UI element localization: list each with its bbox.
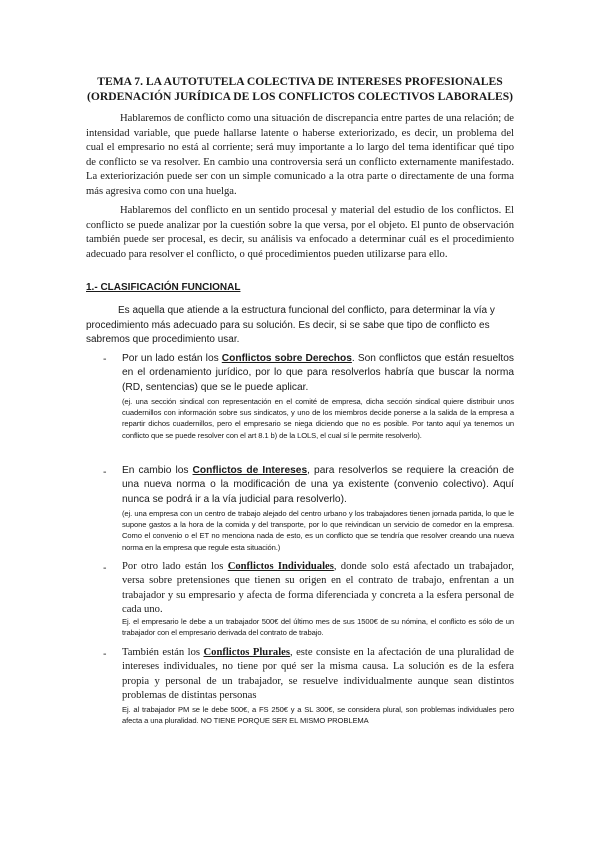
bullet-dash: - <box>103 353 107 365</box>
paragraph-procedural: Hablaremos del conflicto en un sentido procesal y material del estudio de los conflictos. El conflicto se puede analizar por la cuestión sobre la que versa, por el objeto. El punto de observación también puede ser procesal, es decir, su análisis va enfocado a determinar cuál es el procedimiento adecuado para resolver el conflicto, o qué procedimientos pueden utilizarse para ello. <box>86 205 514 260</box>
list-item-intereses: En cambio los Conflictos de Intereses, para resolverlos se requiere la creación de una nueva norma o la modificación de una ya existente (convenio colectivo). Aquí nunca se podrá ir a la vía judicial para resolverlo). <box>122 465 514 505</box>
list-item-plurales: También están los Conflictos Plurales, este consiste en la afectación de una pluralidad de intereses individuales, no tiene por qué ser la misma causa. La solución es de la esfera propia y personal de un trabajador, se resuelve individualmente aunque sean distintos problemas de distintas personas <box>122 647 514 702</box>
term-conflictos-derechos: Conflictos sobre Derechos <box>221 353 352 364</box>
bullet-dash: - <box>103 466 107 478</box>
list-item-individuales: Por otro lado están los Conflictos Individuales, donde solo está afectado un trabajador, versa sobre pretensiones que tienen su origen en el contrato de trabajo, enfrentan a un trabajador y su empresario y afecta de forma diferenciada y concreta a la esfera personal de cada uno. <box>122 561 514 616</box>
example-intereses: (ej. una empresa con un centro de trabajo alejado del centro urbano y los trabajadores tienen jornada partida, lo que le supone gastos a la hora de la comida y del transporte, por lo que reivindican un servicio de comedor en la empresa. Como el convenio o el ET no menciona nada de esto, es un conflicto que se tendría que resolver creando una nueva norma en la empresa que regule esta situación.) <box>122 509 514 552</box>
list-item-derechos: Por un lado están los Conflictos sobre Derechos. Son conflictos que están resueltos en el ordenamiento jurídico, por lo que para resolverlos habría que buscar la norma (RD, sentencias) que se le puede aplicar. <box>122 353 514 393</box>
section-intro: Es aquella que atiende a la estructura funcional del conflicto, para determinar la vía y procedimiento más adecuado para su solución. Es decir, si se sabe que tipo de conflicto es sabremos que procedimiento usar. <box>86 305 495 345</box>
bullet-dash: - <box>103 648 107 660</box>
section-heading: 1.- CLASIFICACIÓN FUNCIONAL <box>86 282 241 293</box>
title-line-1: TEMA 7. LA AUTOTUTELA COLECTIVA DE INTERESES PROFESIONALES <box>97 75 503 88</box>
term-conflictos-plurales: Conflictos Plurales <box>203 647 290 658</box>
document-title <box>70 74 530 104</box>
example-derechos: (ej. una sección sindical con representación en el comité de empresa, dicha sección sindical quiere distribuir unos cuadernillos con información sobre sus sindicatos, y uno de los miembros decide ponerse a la salida de la empresa a repartir dichos cuadernillos, pero el empresario se niega diciendo que no es posible. Por tanto aquí ya tenemos un conflicto que se puede resolver con el art 8.1 b) de la LOLS, el cual sí le permite resolverlo). <box>122 397 514 440</box>
title-line-2: (ORDENACIÓN JURÍDICA DE LOS CONFLICTOS COLECTIVOS LABORALES) <box>86 90 514 103</box>
bullet-dash: - <box>103 562 107 574</box>
term-conflictos-individuales: Conflictos Individuales <box>227 561 334 572</box>
example-individuales: Ej. el empresario le debe a un trabajador 500€ del último mes de sus 1500€ de su nómina, el conflicto es sólo de un trabajador con el empresario derivada del contrato de trabajo. <box>122 617 514 638</box>
term-conflictos-intereses: Conflictos de Intereses <box>192 465 308 476</box>
example-plurales: Ej. al trabajador PM se le debe 500€, a FS 250€ y a SL 300€, se considera plural, son problemas individuales pero afecta a una pluralidad. NO TIENE PORQUE SER EL MISMO PROBLEMA <box>122 705 514 726</box>
paragraph-definition: Hablaremos de conflicto como una situación de discrepancia entre partes de una relación; de intensidad variable, que puede hallarse latente o haberse exteriorizado, es decir, un problema del cual el empresario no está al corriente; será muy importante a lo largo del tema identificar qué tipo de conflicto se va resolver. En cambio una controversia será un conflicto externamente manifestado. La exteriorización puede ser con un simple comunicado a la otra parte o directamente de una forma más agresiva como con una huelga. <box>86 113 514 197</box>
